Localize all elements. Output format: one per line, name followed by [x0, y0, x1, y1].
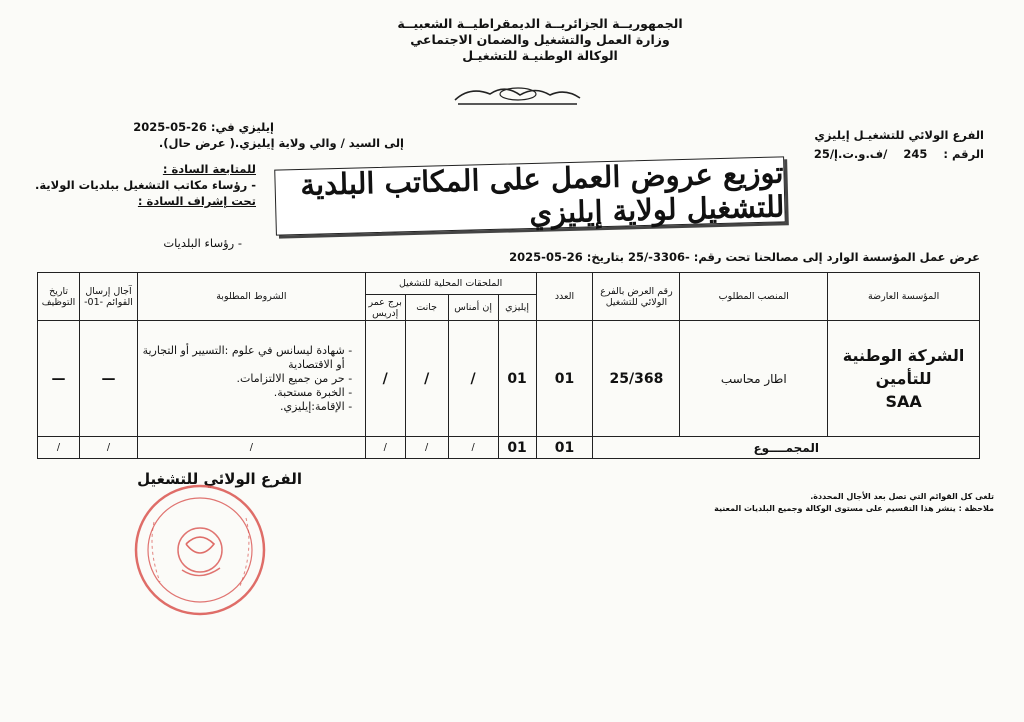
condition-item: - شهادة ليسانس في علوم :التسيير أو التجارية أو الاقتصادية: [140, 344, 345, 372]
note-line-2: ملاحظة : ينشر هذا التقسيم على مستوى الوكالة وجميع البلديات المعنية: [714, 504, 994, 513]
issuer-branch: الفرع الولائي للتشغيـل إيليزي: [814, 128, 984, 142]
table-header-row: [38, 273, 980, 295]
total-bordj-omar-driss: /: [365, 437, 405, 459]
condition-item: - الإقامة:إيليزي.: [140, 400, 345, 414]
col-count: العدد: [536, 273, 593, 321]
row-djanet: /: [405, 321, 448, 437]
number-label: الرقم :: [943, 147, 984, 161]
total-in-amenas: /: [448, 437, 498, 459]
col-conditions: الشروط المطلوبة: [138, 273, 366, 321]
addressee: إلى السيد / والي ولاية إيليزي.( عرض حال).: [158, 136, 404, 150]
document-title: توزيع عروض العمل على المكاتب البلدية للتشغيل لولاية إيليزي: [274, 156, 786, 235]
col-deadline: آجال إرسال القوائم -01-: [80, 273, 138, 321]
col-in-amenas: إن أمناس: [448, 295, 498, 321]
table-row: [38, 321, 980, 437]
total-label: المجمــــوع: [593, 437, 980, 459]
row-hire-date: —: [38, 321, 80, 437]
col-annexes: الملحقات المحلية للتشغيل: [365, 273, 536, 295]
document-header: [0, 16, 1024, 64]
official-stamp: [130, 478, 270, 623]
total-djanet: /: [405, 437, 448, 459]
mayors-line: - رؤساء البلديات: [163, 236, 242, 250]
row-bordj-omar-driss: /: [365, 321, 405, 437]
table-total-row: [38, 437, 980, 459]
col-offer-number: رقم العرض بالفرع الولائي للتشغيل: [593, 273, 680, 321]
row-offer-number: 25/368: [593, 321, 680, 437]
col-djanet: جانت: [405, 295, 448, 321]
total-illizi: 01: [498, 437, 536, 459]
followup-heading: للمتابعة السادة :: [162, 162, 256, 176]
followup-item: - رؤساء مكاتب التشغيل ببلديات الولاية.: [34, 178, 256, 192]
document-date: إيليزي في: 26-05-2025: [133, 120, 274, 134]
agency-logo: [450, 82, 585, 108]
col-illizi: إيليزي: [498, 295, 536, 321]
row-in-amenas: /: [448, 321, 498, 437]
number-value: 245: [903, 147, 928, 161]
number-ref: /ف.و.ت.إ/25: [813, 147, 888, 161]
col-bordj-omar-driss: برج عمر إدريس: [365, 295, 405, 321]
row-count: 01: [536, 321, 593, 437]
total-conditions: /: [138, 437, 366, 459]
row-conditions: [138, 321, 366, 437]
row-illizi: 01: [498, 321, 536, 437]
col-position: المنصب المطلوب: [680, 273, 828, 321]
row-position: اطار محاسب: [680, 321, 828, 437]
offer-reference-line: عرض عمل المؤسسة الوارد إلى مصالحنا تحت رقم: -3306-/25 بتاريخ: 26-05-2025: [509, 250, 980, 264]
agency-name: الوكالة الوطنيـة للتشغيـل: [462, 48, 618, 63]
ministry-name: وزارة العمل والتشغيل والضمان الاجتماعي: [410, 32, 670, 47]
col-hire-date: تاريخ التوظيف: [38, 273, 80, 321]
condition-item: - الخبرة مستحبة.: [140, 386, 345, 400]
row-company: [828, 321, 980, 437]
signature-branch: الفرع الولائي للتشغيل: [137, 470, 302, 488]
total-hire-date: /: [38, 437, 80, 459]
condition-item: - حر من جميع الالتزامات.: [140, 372, 345, 386]
company-acronym: SAA: [885, 392, 922, 411]
total-deadline: /: [80, 437, 138, 459]
republic-name: الجمهوريــة الجزائريــة الديمقراطيــة الشعبيــة: [397, 16, 683, 31]
total-count: 01: [536, 437, 593, 459]
note-line-1: تلغى كل القوائم التي تصل بعد الأجال المحددة.: [810, 492, 994, 501]
issuer-number: [784, 147, 984, 161]
row-deadline: —: [80, 321, 138, 437]
offers-table: [37, 272, 980, 459]
col-company: المؤسسة العارضة: [828, 273, 980, 321]
company-name-line1: الشركة الوطنية: [842, 346, 965, 365]
company-name-line2: للتأمين: [875, 369, 932, 388]
supervision-heading: تحت إشراف السادة :: [137, 194, 256, 208]
